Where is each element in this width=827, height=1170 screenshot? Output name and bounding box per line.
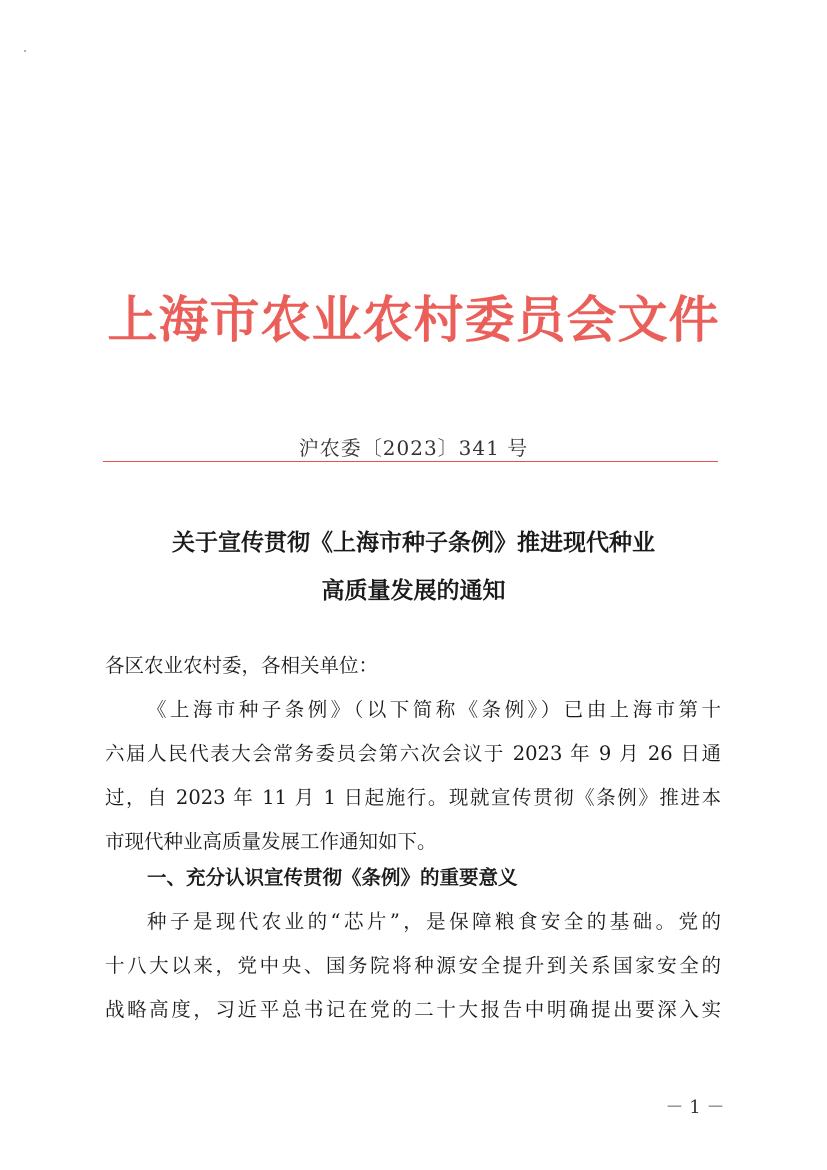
paragraph-1-line-2: 六届人民代表大会常务委员会第六次会议于 2023 年 9 月 26 日通 — [105, 742, 721, 765]
salutation: 各区农业农村委，各相关单位： — [105, 654, 379, 677]
page-number: － 1 － — [665, 1097, 725, 1118]
document-masthead: 上海市农业农村委员会文件 — [107, 290, 720, 349]
document-number: 沪农委〔2023〕341 号 — [298, 436, 529, 460]
paragraph-1-line-3: 过，自 2023 年 11 月 1 日起施行。现就宣传贯彻《条例》推进本 — [105, 786, 721, 809]
paragraph-2-line-2: 十八大以来，党中央、国务院将种源安全提升到关系国家安全的 — [105, 954, 721, 977]
scan-speck — [24, 50, 26, 52]
red-divider-rule — [103, 461, 718, 462]
notice-title-line-2: 高质量发展的通知 — [321, 577, 506, 604]
notice-title-line-1: 关于宣传贯彻《上海市种子条例》推进现代种业 — [172, 529, 655, 556]
paragraph-2-line-3: 战略高度，习近平总书记在党的二十大报告中明确提出要深入实 — [105, 998, 721, 1021]
paragraph-1-line-4: 市现代种业高质量发展工作通知如下。 — [105, 830, 437, 853]
paragraph-1-line-1: 《上海市种子条例》（以下简称《条例》）已由上海市第十 — [147, 698, 721, 721]
section-1-heading: 一、充分认识宣传贯彻《条例》的重要意义 — [147, 866, 518, 889]
paragraph-2-line-1: 种子是现代农业的“芯片”，是保障粮食安全的基础。党的 — [147, 910, 721, 933]
